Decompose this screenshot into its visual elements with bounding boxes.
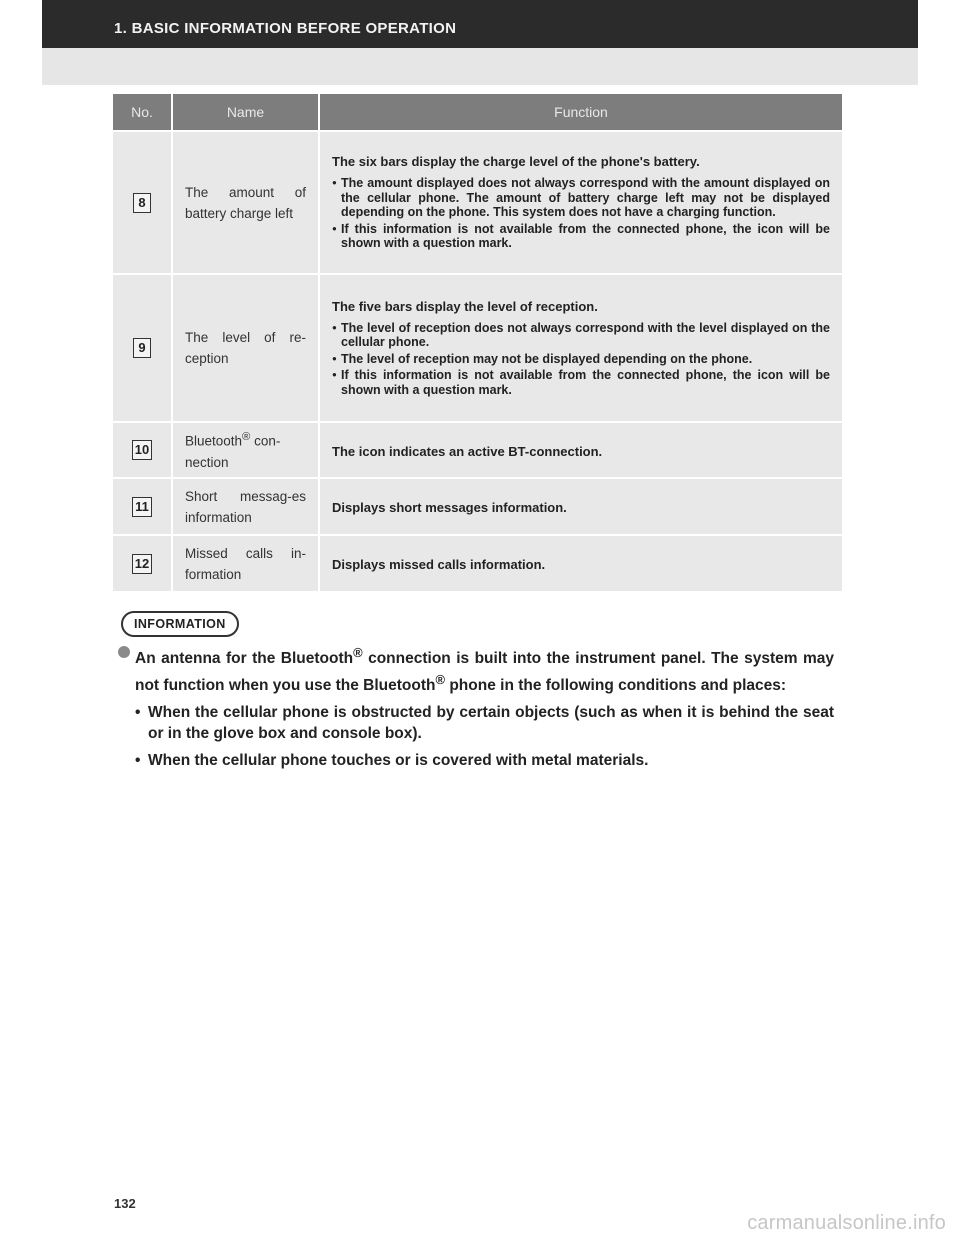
number-badge: 9	[133, 338, 151, 358]
row-function	[320, 423, 842, 479]
page-number: 132	[114, 1196, 136, 1211]
row-number-cell	[113, 132, 173, 275]
number-badge: 10	[132, 440, 152, 460]
section-title: 1. BASIC INFORMATION BEFORE OPERATION	[114, 20, 457, 37]
name-text: Bluetooth	[185, 433, 243, 449]
information-list	[118, 702, 834, 771]
row-function	[320, 536, 842, 593]
registered-mark: ®	[435, 672, 446, 688]
row-function	[320, 479, 842, 536]
list-item: • When the cellular phone is obstructed by certain objects (such as when it is behind the seat or in the glove box and console box).	[135, 702, 834, 744]
column-header-name: Name	[173, 94, 320, 132]
function-text: Displays missed calls information.	[332, 557, 546, 572]
table-row	[113, 275, 842, 423]
row-function	[320, 132, 842, 275]
row-number-cell	[113, 275, 173, 423]
row-name: The level of re-ception	[173, 275, 320, 423]
list-item: • When the cellular phone touches or is covered with metal materials.	[135, 750, 834, 771]
row-number-cell	[113, 479, 173, 536]
table-row	[113, 423, 842, 479]
table-row	[113, 536, 842, 593]
information-text: An antenna for the Bluetooth	[135, 650, 354, 668]
bullet-item: ● The level of reception may not be displayed depending on the phone.	[332, 352, 830, 367]
info-table	[113, 94, 842, 593]
row-number-cell	[113, 536, 173, 593]
column-header-no: No.	[113, 94, 173, 132]
row-name: Short messag-es information	[173, 479, 320, 536]
table-row	[113, 479, 842, 536]
bullet-item: ● The amount displayed does not always correspond with the amount displayed on the cellular phone. The amount of battery charge left may not be displayed depending on the phone. This system does not have a charging function.	[332, 176, 830, 220]
registered-mark: ®	[242, 431, 251, 444]
information-paragraph	[118, 642, 834, 696]
watermark: carmanualsonline.info	[747, 1212, 946, 1234]
row-number-cell	[113, 423, 173, 479]
row-name	[173, 423, 320, 479]
row-name: Missed calls in-formation	[173, 536, 320, 593]
name-text: con-nection	[185, 433, 281, 470]
information-badge: INFORMATION	[121, 611, 239, 637]
bullet-item: ● The level of reception does not always correspond with the level displayed on the cellular phone.	[332, 321, 830, 350]
table-header-row	[113, 94, 842, 132]
bullet-item: ● If this information is not available from the connected phone, the icon will be shown with a question mark.	[332, 222, 830, 251]
function-text: Displays short messages information.	[332, 500, 567, 515]
bullet-dot-icon	[118, 646, 130, 658]
registered-mark: ®	[353, 645, 363, 660]
number-badge: 8	[133, 193, 151, 213]
number-badge: 11	[132, 497, 152, 517]
header-subbar	[42, 48, 918, 85]
function-text: The icon indicates an active BT-connection.	[332, 443, 603, 459]
function-lead: The six bars display the charge level of the phone's battery.	[332, 154, 700, 170]
information-text: connection is built into the instrument panel. The system may not function when you use the Bluetooth	[135, 650, 834, 695]
bullet-item: ● If this information is not available from the connected phone, the icon will be shown with a question mark.	[332, 368, 830, 397]
function-bullets	[332, 321, 830, 398]
table-row	[113, 132, 842, 275]
number-badge: 12	[132, 554, 152, 574]
information-body	[118, 642, 834, 777]
function-bullets	[332, 176, 830, 251]
function-lead: The five bars display the level of reception.	[332, 298, 598, 314]
column-header-function: Function	[320, 94, 842, 132]
row-name: The amount of battery charge left	[173, 132, 320, 275]
section-header	[42, 0, 918, 48]
row-function	[320, 275, 842, 423]
information-text: phone in the following conditions and places:	[445, 677, 787, 695]
